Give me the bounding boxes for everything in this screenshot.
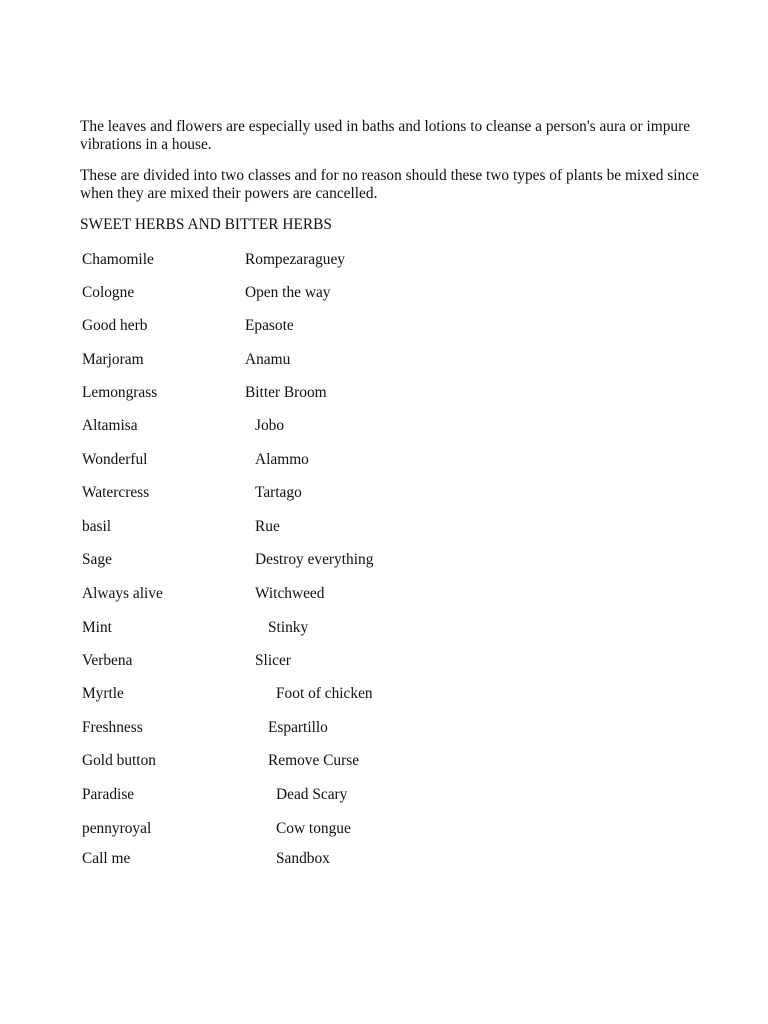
sweet-herb: Altamisa — [82, 417, 138, 434]
herb-row — [0, 250, 768, 270]
bitter-herb: Destroy everything — [255, 551, 374, 568]
sweet-herb: Sage — [82, 551, 112, 568]
sweet-herb: Watercress — [82, 484, 150, 501]
herb-row — [0, 584, 768, 604]
herb-row — [0, 651, 768, 671]
herb-row — [0, 618, 768, 638]
sweet-herb: Lemongrass — [82, 384, 158, 401]
bitter-herb: Jobo — [255, 417, 285, 434]
bitter-herb: Rue — [255, 518, 280, 535]
sweet-herb: Verbena — [82, 652, 133, 669]
herb-row — [0, 450, 768, 470]
bitter-herb: Stinky — [268, 619, 309, 636]
bitter-herb: Open the way — [245, 284, 331, 301]
bitter-herb: Foot of chicken — [276, 685, 373, 702]
bitter-herb: Espartillo — [268, 719, 328, 736]
sweet-herb: pennyroyal — [82, 820, 152, 837]
herb-row — [0, 350, 768, 370]
herb-row — [0, 283, 768, 303]
sweet-herb: Mint — [82, 619, 112, 636]
bitter-herb: Epasote — [245, 317, 294, 334]
bitter-herb: Sandbox — [276, 850, 330, 867]
sweet-herb: Myrtle — [82, 685, 124, 702]
sweet-herb: Paradise — [82, 786, 135, 803]
herb-row — [0, 849, 768, 869]
bitter-herb: Remove Curse — [268, 752, 360, 769]
herb-row — [0, 718, 768, 738]
herbs-heading: SWEET HERBS AND BITTER HERBS — [80, 216, 332, 233]
herb-row — [0, 416, 768, 436]
sweet-herb: Call me — [82, 850, 131, 867]
bitter-herb: Cow tongue — [276, 820, 351, 837]
bitter-herb: Anamu — [245, 351, 291, 368]
sweet-herb: Cologne — [82, 284, 135, 301]
sweet-herb: basil — [82, 518, 112, 535]
herb-row — [0, 550, 768, 570]
sweet-herb: Freshness — [82, 719, 143, 736]
sweet-herb: Chamomile — [82, 251, 154, 268]
herb-row — [0, 316, 768, 336]
bitter-herb: Witchweed — [255, 585, 325, 602]
herb-row — [0, 785, 768, 805]
bitter-herb: Rompezaraguey — [245, 251, 345, 268]
bitter-herb: Tartago — [255, 484, 302, 501]
herb-row — [0, 819, 768, 839]
classes-paragraph: These are divided into two classes and for no reason should these two types of plants be mixed since when they are mixed their powers are cancelled. — [80, 167, 699, 202]
sweet-herb: Good herb — [82, 317, 148, 334]
sweet-herb: Wonderful — [82, 451, 148, 468]
bitter-herb: Dead Scary — [276, 786, 348, 803]
herb-row — [0, 751, 768, 771]
bitter-herb: Bitter Broom — [245, 384, 327, 401]
herb-row — [0, 483, 768, 503]
sweet-herb: Always alive — [82, 585, 163, 602]
intro-paragraph: The leaves and flowers are especially used in baths and lotions to cleanse a person's aura or impure vibrations in a house. — [80, 118, 691, 153]
herb-row — [0, 383, 768, 403]
sweet-herb: Gold button — [82, 752, 156, 769]
herb-row — [0, 517, 768, 537]
herb-row — [0, 684, 768, 704]
bitter-herb: Alammo — [255, 451, 309, 468]
sweet-herb: Marjoram — [82, 351, 144, 368]
bitter-herb: Slicer — [255, 652, 291, 669]
